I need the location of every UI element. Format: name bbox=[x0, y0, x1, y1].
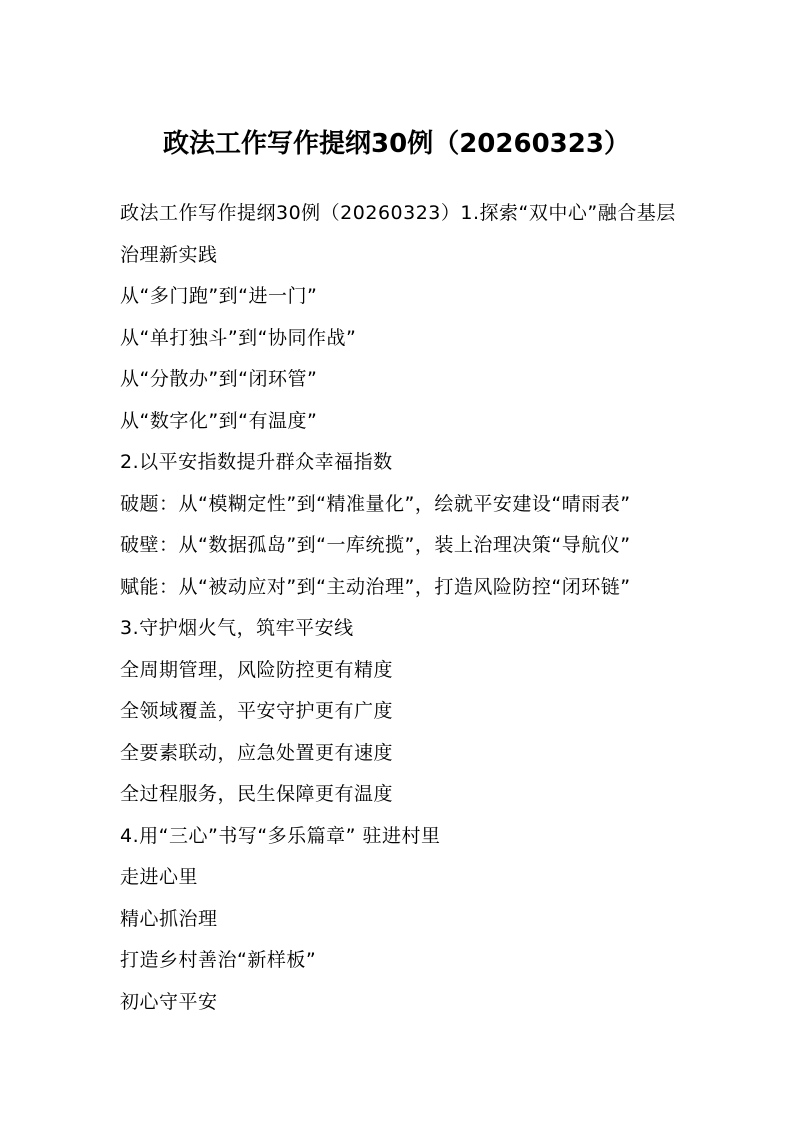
paragraph-line: 全领域覆盖，平安守护更有广度 bbox=[120, 700, 394, 722]
paragraph-line: 破壁：从“数据孤岛”到“一库统揽”，装上治理决策“导航仪” bbox=[120, 534, 631, 556]
paragraph-line: 全周期管理，风险防控更有精度 bbox=[120, 658, 394, 681]
paragraph-line: 走进心里 bbox=[120, 866, 199, 888]
section-heading: 4.用“三心”书写“多乐篇章” 驻进村里 bbox=[120, 824, 441, 847]
paragraph-line: 从“单打独斗”到“协同作战” bbox=[120, 326, 357, 349]
document-title: 政法工作写作提纲30例（20260323） bbox=[163, 129, 630, 159]
section-heading: 3.守护烟火气，筑牢平安线 bbox=[120, 617, 354, 639]
paragraph-line: 从“多门跑”到“进一门” bbox=[120, 285, 318, 307]
paragraph-line: 赋能：从“被动应对”到“主动治理”，打造风险防控“闭环链” bbox=[120, 575, 631, 598]
paragraph-line: 全过程服务，民生保障更有温度 bbox=[120, 783, 394, 805]
paragraph-line: 从“分散办”到“闭环管” bbox=[120, 368, 318, 390]
paragraph-line: 精心抓治理 bbox=[120, 907, 218, 930]
paragraph-line: 打造乡村善治“新样板” bbox=[120, 949, 317, 971]
section-heading: 2.以平安指数提升群众幸福指数 bbox=[120, 451, 393, 473]
paragraph-line: 从“数字化”到“有温度” bbox=[120, 409, 318, 432]
paragraph-line: 政法工作写作提纲30例（20260323）1.探索“双中心”融合基层治理新实践 bbox=[120, 202, 676, 266]
document-body bbox=[120, 193, 680, 1023]
paragraph-line: 全要素联动，应急处置更有速度 bbox=[120, 741, 394, 764]
paragraph-line: 破题：从“模糊定性”到“精准量化”，绘就平安建设“晴雨表” bbox=[120, 492, 631, 515]
paragraph-line: 初心守平安 bbox=[120, 990, 218, 1013]
